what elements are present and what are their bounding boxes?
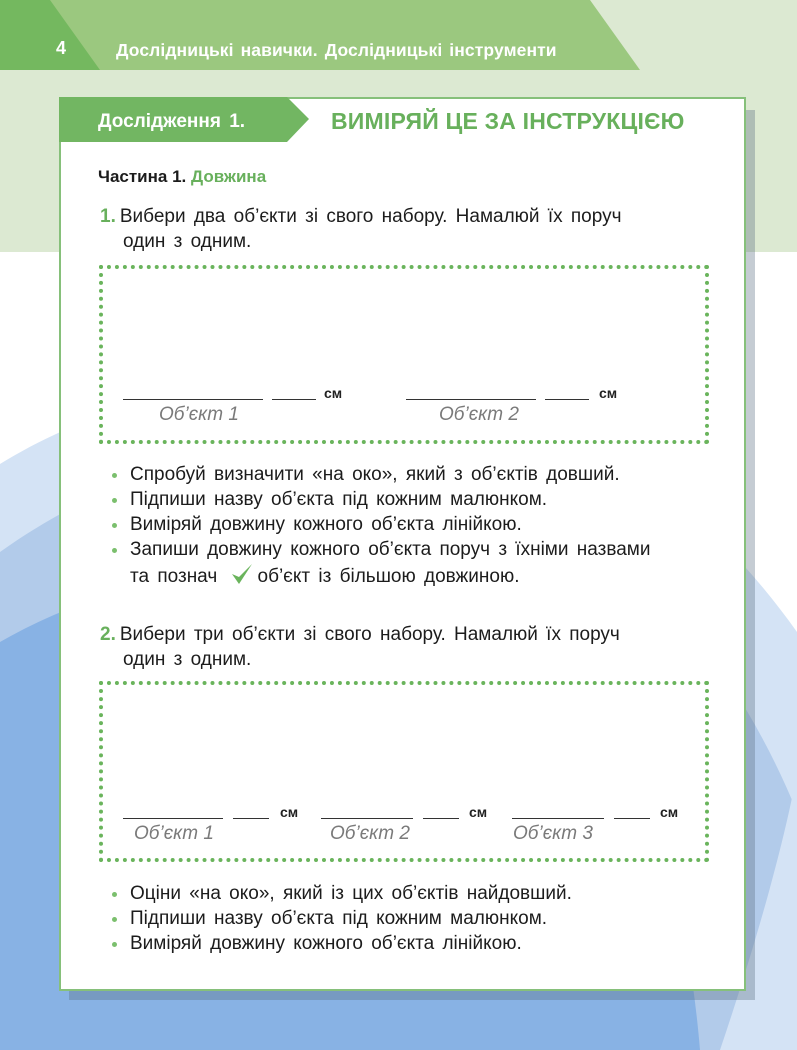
task-2-instruction (100, 622, 700, 672)
task-number: 2. (100, 624, 116, 645)
task-1-instruction (100, 204, 700, 254)
object-name-field[interactable] (512, 818, 604, 819)
check-mark-icon (230, 562, 254, 593)
unit-label: см (660, 804, 679, 820)
length-field[interactable] (423, 818, 459, 819)
unit-label: см (280, 804, 299, 820)
object-label: Об’єкт 2 (439, 404, 519, 425)
drawing-area-1[interactable] (99, 265, 709, 444)
unit-label: см (324, 385, 343, 401)
part-topic: Довжина (191, 167, 267, 186)
task-1-steps (110, 462, 730, 593)
object-label: Об’єкт 1 (159, 404, 239, 425)
step-item: Спробуй визначити «на око», який з об’єктів довший. (110, 462, 730, 487)
object-name-field[interactable] (406, 399, 536, 400)
step-item (110, 537, 730, 593)
task-number: 1. (100, 206, 116, 227)
length-field[interactable] (272, 399, 316, 400)
step-text: та познач (130, 566, 218, 587)
object-label: Об’єкт 3 (513, 823, 593, 844)
step-item: Підпиши назву об’єкта під кожним малюнком. (110, 906, 730, 931)
part-heading (98, 167, 266, 187)
object-name-field[interactable] (123, 818, 223, 819)
length-field[interactable] (614, 818, 650, 819)
step-item: Підпиши назву об’єкта під кожним малюнком. (110, 487, 730, 512)
task-text-line1: Вибери два об’єкти зі свого набору. Намалюй їх поруч (119, 206, 622, 227)
unit-label: см (469, 804, 488, 820)
unit-label: см (599, 385, 618, 401)
page-number: 4 (56, 38, 67, 58)
chapter-banner (0, 0, 640, 70)
investigation-label: Дослідження 1. (98, 111, 246, 132)
drawing-area-2[interactable] (99, 681, 709, 862)
investigation-tag (61, 99, 311, 144)
object-name-field[interactable] (123, 399, 263, 400)
task-text-line1: Вибери три об’єкти зі свого набору. Намалюй їх поруч (119, 624, 620, 645)
length-field[interactable] (233, 818, 269, 819)
step-item: Виміряй довжину кожного об’єкта лінійкою. (110, 512, 730, 537)
object-label: Об’єкт 2 (330, 823, 410, 844)
task-text-line2: один з одним. (123, 649, 252, 670)
object-name-field[interactable] (321, 818, 413, 819)
task-text-line2: один з одним. (123, 231, 252, 252)
worksheet-card (59, 97, 746, 991)
chapter-title: Дослідницькі навички. Дослідницькі інструменти (116, 40, 557, 60)
step-text: об’єкт із більшою довжиною. (257, 566, 520, 587)
part-label: Частина 1. (98, 167, 187, 186)
length-field[interactable] (545, 399, 589, 400)
step-item: Виміряй довжину кожного об’єкта лінійкою. (110, 931, 730, 956)
step-item: Оціни «на око», який із цих об’єктів найдовший. (110, 881, 730, 906)
task-2-steps (110, 881, 730, 956)
object-label: Об’єкт 1 (134, 823, 214, 844)
investigation-title: ВИМІРЯЙ ЦЕ ЗА ІНСТРУКЦІЄЮ (331, 108, 685, 134)
step-text: Запиши довжину кожного об’єкта поруч з їхніми назвами (130, 539, 651, 560)
